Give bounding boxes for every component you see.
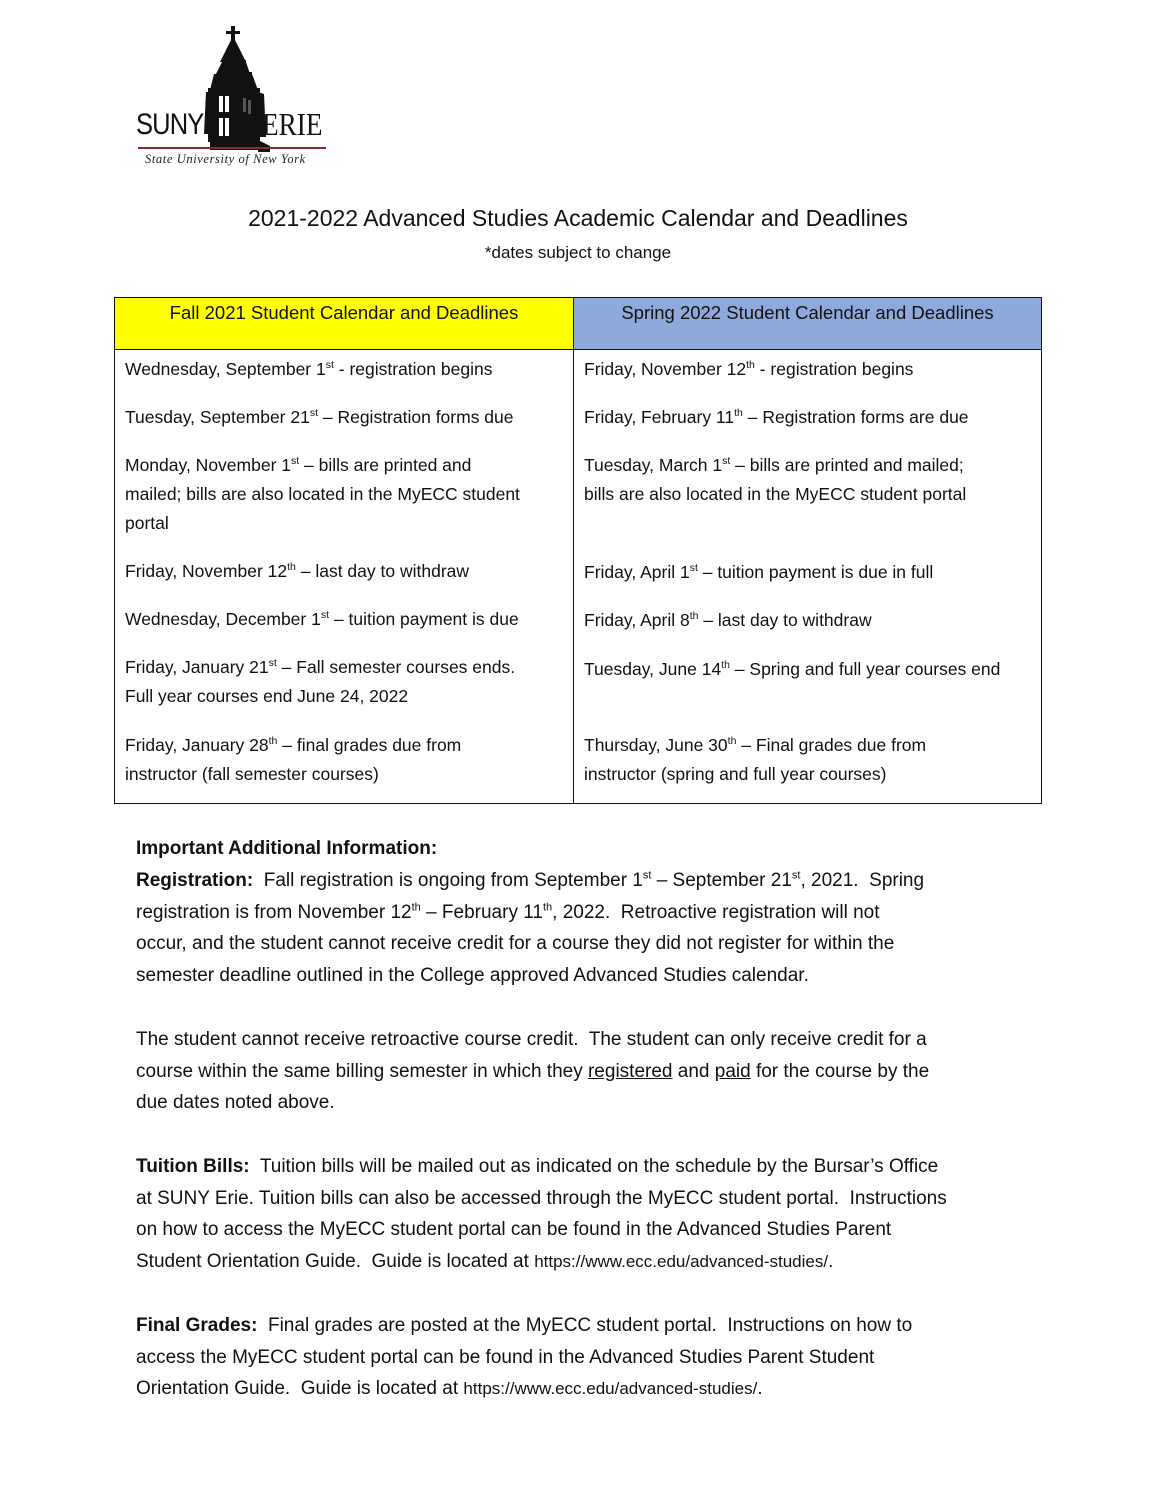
entry-ordinal: th (746, 359, 755, 372)
calendar-entry (125, 557, 565, 586)
entry-line (125, 653, 565, 682)
final-grades-line: Final Grades: Final grades are posted at the MyECC student portal. Instructions on how to (136, 1315, 913, 1336)
entry-text: – Registration forms are due (742, 407, 969, 427)
entry-text: – tuition payment is due in full (697, 562, 934, 582)
entry-date: Tuesday, June 14 (584, 659, 722, 679)
calendar-entry (584, 655, 1033, 684)
entry-ordinal: st (309, 407, 318, 420)
entry-date: Tuesday, September 21 (125, 407, 310, 427)
entry-continuation: mailed; bills are also located in the MyECC student (125, 484, 520, 504)
calendar-entry (584, 606, 1033, 635)
registration-line: semester deadline outlined in the College approved Advanced Studies calendar. (136, 964, 809, 986)
entry-text: – Fall semester courses ends. (276, 657, 516, 677)
calendar-entry (584, 403, 1033, 432)
registration-label: Registration: (136, 870, 254, 891)
entry-line (125, 451, 565, 480)
entry-text: - registration begins (333, 359, 493, 379)
calendar-entry (125, 403, 565, 432)
entry-date: Friday, January 28 (125, 735, 269, 755)
calendar-entry (584, 355, 1033, 384)
final-grades-line: access the MyECC student portal can be found in the Advanced Studies Parent Student (136, 1346, 875, 1368)
entry-text: – bills are printed and (299, 455, 472, 475)
calendar-entry (584, 451, 1033, 509)
tuition-line: Tuition Bills: Tuition bills will be mailed out as indicated on the schedule by the Bursar’s Office (136, 1156, 939, 1177)
advanced-studies-link[interactable]: https://www.ecc.edu/advanced-studies/ (534, 1251, 829, 1271)
entry-line (584, 355, 1033, 384)
credit-line: course within the same billing semester in which they registered and paid for the course by the (136, 1060, 930, 1082)
entry-line (125, 605, 565, 634)
entry-date: Thursday, June 30 (584, 735, 728, 755)
entry-date: Friday, November 12 (584, 359, 747, 379)
tuition-bills-label: Tuition Bills: (136, 1156, 250, 1177)
final-grades-label: Final Grades: (136, 1315, 258, 1336)
entry-line (125, 557, 565, 586)
entry-line (584, 403, 1033, 432)
calendar-entry (125, 731, 565, 789)
entry-text: – last day to withdraw (295, 561, 470, 581)
entry-text: - registration begins (754, 359, 914, 379)
entry-line (584, 731, 1033, 760)
entry-ordinal: st (325, 359, 334, 372)
advanced-studies-link[interactable]: https://www.ecc.edu/advanced-studies/ (463, 1379, 758, 1398)
page-title: 2021-2022 Advanced Studies Academic Calendar and Deadlines (248, 205, 908, 231)
calendar-entry (584, 558, 1033, 587)
logo-divider (138, 147, 326, 149)
entry-text: – final grades due from (277, 735, 462, 755)
calendar-entry (125, 451, 565, 538)
logo-word-suny: SUNY (136, 108, 204, 141)
registered-emphasis: registered (587, 1060, 673, 1082)
spring-column-header: Spring 2022 Student Calendar and Deadlines (574, 298, 1041, 350)
entry-continuation: Full year courses end June 24, 2022 (125, 686, 409, 706)
bell-tower-icon (130, 22, 340, 172)
calendar-table (114, 297, 1042, 804)
entry-date: Friday, January 21 (125, 657, 269, 677)
entry-ordinal: th (727, 735, 737, 748)
tuition-bills-paragraph (136, 1151, 1026, 1277)
entry-continuation: instructor (spring and full year courses) (584, 764, 887, 784)
credit-line: The student cannot receive retroactive course credit. The student can only receive credit for a (136, 1029, 927, 1050)
entry-line (584, 606, 1033, 635)
entry-text: – last day to withdraw (698, 610, 872, 630)
entry-text: – bills are printed and mailed; (730, 455, 964, 475)
logo-tagline: State University of New York (145, 152, 306, 166)
paid-emphasis: paid (714, 1060, 751, 1082)
entry-continuation: instructor (fall semester courses) (125, 764, 379, 784)
fall-column-header: Fall 2021 Student Calendar and Deadlines (115, 298, 574, 350)
entry-ordinal: th (689, 610, 699, 623)
final-grades-paragraph (136, 1310, 1026, 1405)
registration-line: Registration: Fall registration is ongoing from September 1st – September 21st, 2021. Spring (136, 869, 925, 891)
entry-text: – Spring and full year courses end (729, 659, 1001, 679)
entry-date: Friday, February 11 (584, 407, 735, 427)
entry-line (584, 655, 1033, 684)
registration-paragraph (136, 865, 1026, 991)
suny-erie-logo (130, 22, 340, 172)
calendar-entry (125, 355, 565, 384)
fall-column (115, 350, 574, 803)
tuition-line: at SUNY Erie. Tuition bills can also be accessed through the MyECC student portal. Instructions (136, 1187, 947, 1209)
calendar-entry (125, 653, 565, 711)
entry-line (584, 558, 1033, 587)
registration-line: registration is from November 12th – February 11th, 2022. Retroactive registration will not (136, 901, 880, 923)
entry-line (125, 355, 565, 384)
entry-ordinal: st (291, 455, 300, 468)
entry-date: Friday, April 8 (584, 610, 690, 630)
page-subtitle: *dates subject to change (484, 243, 672, 262)
additional-info-heading: Important Additional Information: (136, 838, 438, 859)
entry-date: Wednesday, December 1 (125, 609, 321, 629)
spring-column (574, 350, 1041, 803)
entry-text: – tuition payment is due (329, 609, 519, 629)
entry-ordinal: th (287, 561, 296, 574)
credit-line: due dates noted above. (136, 1092, 335, 1113)
entry-continuation: bills are also located in the MyECC student portal (584, 484, 967, 504)
entry-continuation: portal (125, 513, 169, 533)
logo-word-erie: ERIE (262, 106, 323, 142)
calendar-entry (584, 731, 1033, 789)
entry-ordinal: st (320, 609, 330, 622)
entry-ordinal: th (721, 659, 730, 672)
entry-date: Wednesday, September 1 (125, 359, 326, 379)
entry-date: Monday, November 1 (125, 455, 292, 475)
entry-line (125, 403, 565, 432)
entry-date: Tuesday, March 1 (584, 455, 723, 475)
tuition-line: on how to access the MyECC student portal can be found in the Advanced Studies Parent (136, 1219, 892, 1240)
entry-date: Friday, November 12 (125, 561, 288, 581)
entry-date: Friday, April 1 (584, 562, 690, 582)
entry-line (125, 731, 565, 760)
entry-ordinal: th (734, 407, 743, 420)
entry-ordinal: th (268, 735, 278, 748)
entry-ordinal: st (268, 657, 277, 670)
entry-line (584, 451, 1033, 480)
calendar-entry (125, 605, 565, 634)
final-grades-line: Orientation Guide. Guide is located at https://www.ecc.edu/advanced-studies/. (136, 1378, 763, 1399)
credit-paragraph (136, 1024, 1026, 1119)
registration-line: occur, and the student cannot receive credit for a course they did not register for within the (136, 933, 895, 954)
entry-ordinal: st (689, 562, 698, 575)
tuition-line: Student Orientation Guide. Guide is located at https://www.ecc.edu/advanced-studies/. (136, 1250, 834, 1272)
entry-ordinal: st (722, 455, 731, 468)
entry-text: – Registration forms due (318, 407, 514, 427)
entry-text: – Final grades due from (736, 735, 927, 755)
